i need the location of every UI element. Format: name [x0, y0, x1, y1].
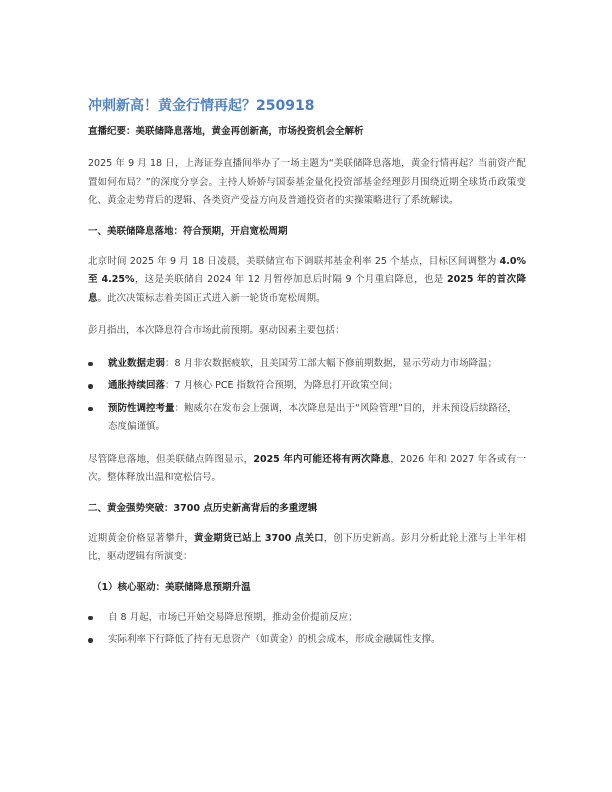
list-item: [88, 609, 526, 628]
list-item: [88, 355, 526, 374]
text-run: 。此次决策标志着美国正式进入新一轮货币宽松周期。: [97, 292, 326, 304]
bullet-text: 自 8 月起，市场已开始交易降息预期，推动金价提前反应；: [108, 611, 358, 623]
bullet-icon: [88, 384, 93, 389]
text-run: 北京时间 2025 年 9 月 18 日凌晨，美联储宣布下调联邦基金利率 25 个基点，目标区间调整为: [88, 255, 500, 267]
bullet-icon: [88, 638, 93, 643]
list-item: [88, 377, 526, 396]
bullet-icon: [88, 362, 93, 367]
bold-text-run: 2025 年的首次降息: [88, 274, 527, 304]
bullet-text: ：8 月非农数据疲软，且美国劳工部大幅下修前期数据，显示劳动力市场降温；: [165, 357, 498, 369]
bullet-icon: [88, 616, 93, 621]
bullet-label: 通胀持续回落: [108, 380, 166, 391]
text-run: ，2026 年和 2027 年各或有一次。整体释放出温和宽松信号。: [88, 453, 526, 483]
bold-text-run: 4.0%至 4.25%: [88, 255, 526, 285]
intro-paragraph: 2025 年 9 月 18 日，上海证券直播间举办了一场主题为“美联储降息落地，黄金行情再起？当前资产配置如何布局？”的深度分享会。主持人娇娇与国泰基金量化投资部基金经理彭月围绕近期全球货币政策变化、黄金走势背后的逻辑、各类资产受益方向及普通投资者的实操策略进行了系统解读。: [88, 158, 526, 206]
bullet-label: 预防性调控考量: [108, 402, 175, 414]
bullet-text: 实际利率下行降低了持有无息资产（如黄金）的机会成本，形成金融属性支撑。: [108, 634, 441, 645]
document-title: 冲刺新高！黄金行情再起？250918: [88, 98, 315, 114]
bullet-icon: [88, 407, 93, 412]
text-run: ，这是美联储自 2024 年 12 月暂停加息后时隔 9 个月重启降息，也是: [134, 274, 447, 285]
document-subtitle: 直播纪要：美联储降息落地，黄金再创新高，市场投资机会全解析: [88, 126, 364, 137]
bullet-text: ：7 月核心 PCE 指数符合预期，为降息打开政策空间；: [165, 380, 398, 391]
subsection-1-bullet-list: [88, 609, 526, 650]
bold-text-run: 黄金期货已站上 3700 点关口: [194, 532, 324, 544]
list-item: [88, 400, 526, 437]
subsection-1-heading: （1）核心驱动：美联储降息预期升温: [92, 581, 251, 593]
document-page: [88, 96, 526, 664]
section-1-paragraph-1: [88, 253, 526, 309]
section-2-heading: 二、黄金强势突破：3700 点历史新高背后的多重逻辑: [88, 502, 318, 514]
text-run: ，创下历史新高。彭月分析此轮上涨与上半年相比，驱动逻辑有所演变：: [88, 532, 526, 562]
bold-text-run: 2025 年内可能还将有两次降息: [253, 453, 391, 465]
section-1-paragraph-2: 彭月指出，本次降息符合市场此前预期。驱动因素主要包括：: [88, 325, 345, 336]
text-run: 尽管降息落地，但美联储点阵图显示，: [88, 453, 254, 465]
bullet-text: ：鲍威尔在发布会上强调，本次降息是出于“风险管理”目的，并未预设后续路径，态度偏谨慎。: [108, 402, 517, 432]
section-1-paragraph-3: [88, 451, 526, 488]
section-1-bullet-list: [88, 355, 526, 437]
section-1-heading: 一、美联储降息落地：符合预期，开启宽松周期: [88, 225, 288, 237]
text-run: 近期黄金价格显著攀升，: [88, 532, 195, 544]
list-item: [88, 631, 526, 650]
section-2-paragraph-1: [88, 530, 526, 567]
bullet-label: 就业数据走弱: [108, 357, 166, 369]
